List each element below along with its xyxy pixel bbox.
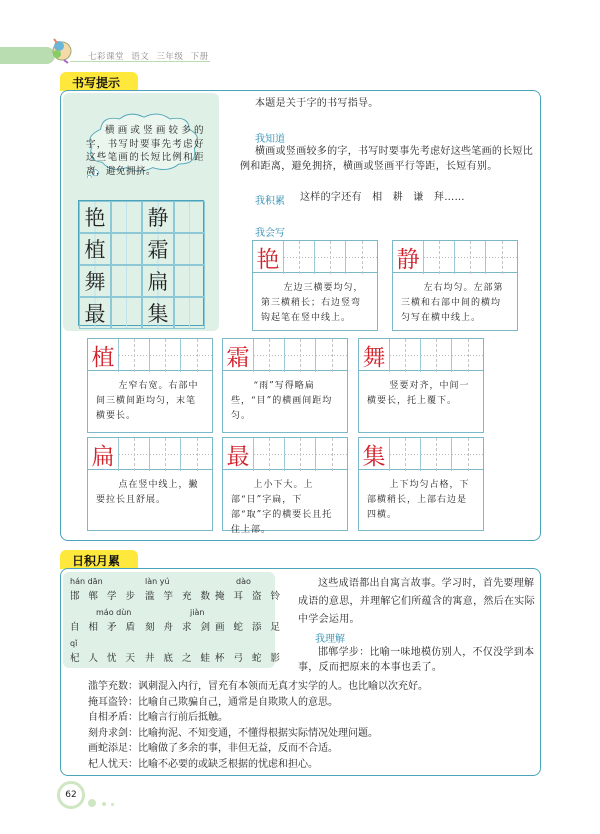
grid-cell <box>424 241 455 274</box>
accumulate-label: 我积累 <box>255 196 285 207</box>
decor-dot <box>88 799 96 807</box>
grid-cell <box>111 265 142 297</box>
mascot-icon <box>48 36 74 64</box>
decor-dot <box>102 802 106 806</box>
definition-list <box>88 679 528 772</box>
writing-card <box>222 437 348 535</box>
idiom: 杞 人 忧 天 <box>70 653 139 664</box>
writing-tip: 左窄右宽。右部中间三横间距均匀，末笔横要长。 <box>96 381 199 421</box>
write-label: 我会写 <box>255 228 285 239</box>
model-char: 扁 <box>88 438 119 471</box>
writing-grid <box>223 438 347 470</box>
definition: 画蛇添足：比喻做了多余的事，非但无益，反而不合适。 <box>88 743 338 754</box>
writing-tip: 左边三横要均匀，第三横稍长；右边竖弯钩起笔在竖中线上。 <box>261 283 364 323</box>
pinyin: làn yú <box>145 577 170 586</box>
writing-grid <box>393 241 517 273</box>
writing-grid <box>88 339 212 371</box>
model-char: 舞 <box>359 339 390 372</box>
grid-cell <box>174 265 205 297</box>
grid-char: 艳 <box>79 201 111 233</box>
grid-cell <box>254 438 285 471</box>
grid-cell <box>390 438 421 471</box>
model-char: 植 <box>88 339 119 372</box>
grid-cell <box>452 339 483 372</box>
writing-card <box>392 240 518 331</box>
grid-cell <box>421 438 452 471</box>
grid-cell <box>421 339 452 372</box>
grid-cell <box>452 438 483 471</box>
pinyin: jiàn <box>190 608 205 617</box>
definition: 刻舟求剑：比喻拘泥、不知变通，不懂得根据实际情况处理问题。 <box>88 727 378 739</box>
decor-dot <box>111 803 114 806</box>
writing-grid <box>359 339 483 371</box>
header-band <box>0 47 55 64</box>
writing-tip: 上下均匀占格，下部横稍长，上部右边是四横。 <box>367 480 470 520</box>
model-char: 艳 <box>253 241 284 274</box>
writing-card <box>358 437 484 531</box>
grid-cell <box>315 241 346 274</box>
writing-tip: 点在竖中线上，撇要拉长且舒展。 <box>96 480 199 505</box>
accumulate-text: 这样的字还有 相 耕 谦 拜…… <box>300 192 465 203</box>
definition: 自相矛盾：比喻言行前后抵触。 <box>88 712 228 723</box>
grid-cell <box>455 241 486 274</box>
pinyin: qǐ <box>70 639 78 648</box>
grid-cell <box>181 438 212 471</box>
writing-card <box>358 338 484 433</box>
cloud-text: 横画或竖画较多的字，书写时要事先考虑好这些笔画的长短比例和距离，避免拥挤。 <box>86 125 204 177</box>
grid-cell <box>119 339 150 372</box>
grid-cell <box>111 297 142 329</box>
idiom: 画 蛇 添 足 <box>215 622 284 633</box>
idiom-intro: 这些成语都出自寓言故事。学习时，首先要理解成语的意思，并理解它们所蕴含的寓意，然后在实际中学会运用。 <box>298 578 535 625</box>
grid-char: 植 <box>79 233 111 265</box>
writing-grid <box>88 438 212 470</box>
writing-tip: “雨”写得略扁些，“目”的横画间距均匀。 <box>231 381 333 421</box>
page-number: 62 <box>57 781 85 809</box>
pinyin: hán dān <box>70 577 103 586</box>
grid-char: 扁 <box>142 265 174 297</box>
writing-card <box>252 240 378 331</box>
model-char: 集 <box>359 438 390 471</box>
grid-char: 最 <box>79 297 111 329</box>
intro-text: 本题是关于字的书写指导。 <box>255 98 379 109</box>
grid-cell <box>119 438 150 471</box>
section-tab-writing-tips: 书写提示 <box>60 72 138 91</box>
writing-tip: 上小下大。上部“日”字扁，下部“取”字的横要长且托住上部。 <box>231 480 333 535</box>
writing-tip: 左右均匀。左部第三横和右部中间的横均匀写在横中线上。 <box>401 283 504 323</box>
writing-tip: 竖要对齐，中间一横要长，托上覆下。 <box>367 381 470 406</box>
grid-char: 霜 <box>142 233 174 265</box>
grid-cell <box>285 438 316 471</box>
idiom: 邯 郸 学 步 <box>70 591 139 602</box>
grid-cell <box>346 241 377 274</box>
idiom: 井 底 之 蛙 <box>145 653 214 664</box>
writing-card <box>87 338 213 433</box>
model-char: 最 <box>223 438 254 471</box>
pinyin: dào <box>236 577 251 586</box>
writing-card <box>87 437 213 531</box>
idiom: 杯 弓 蛇 影 <box>215 653 284 664</box>
grid-char: 静 <box>142 201 174 233</box>
grid-cell <box>174 201 205 233</box>
first-definition: 邯郸学步：比喻一味地模仿别人，不仅没学到本事，反而把原来的本事也丢了。 <box>298 647 535 673</box>
book-title: 七彩课堂 语文 三年级 下册 <box>88 52 209 62</box>
writing-grid <box>253 241 377 273</box>
definition: 掩耳盗铃：比喻自己欺骗自己，通常是自欺欺人的意思。 <box>88 696 338 708</box>
grid-cell <box>150 339 181 372</box>
idiom: 刻 舟 求 剑 <box>145 622 214 633</box>
grid-cell <box>285 339 316 372</box>
grid-cell <box>390 339 421 372</box>
know-label: 我知道 <box>255 134 285 145</box>
idiom: 自 相 矛 盾 <box>70 622 139 633</box>
grid-cell <box>174 233 205 265</box>
idiom: 掩 耳 盗 铃 <box>215 591 284 602</box>
grid-cell <box>316 339 347 372</box>
understand-label: 我理解 <box>315 634 345 645</box>
pinyin: máo dùn <box>96 608 132 617</box>
definition: 杞人忧天：比喻不必要的或缺乏根据的忧虑和担心。 <box>88 758 318 770</box>
know-text: 横画或竖画较多的字，书写时要事先考虑好这些笔画的长短比例和距离，避免拥挤，横画或竖画平行等距，长短有别。 <box>240 146 534 172</box>
definition: 滥竽充数：讽刺混入内行，冒充有本领而无真才实学的人。也比喻以次充好。 <box>88 681 428 692</box>
model-char: 静 <box>393 241 424 274</box>
grid-cell <box>111 233 142 265</box>
grid-cell <box>254 339 285 372</box>
grid-cell <box>174 297 205 329</box>
grid-char: 舞 <box>79 265 111 297</box>
grid-cell <box>150 438 181 471</box>
grid-char: 集 <box>142 297 174 329</box>
writing-grid <box>223 339 347 371</box>
grid-cell <box>181 339 212 372</box>
grid-cell <box>486 241 517 274</box>
writing-grid <box>359 438 483 470</box>
model-char: 霜 <box>223 339 254 372</box>
grid-cell <box>111 201 142 233</box>
grid-cell <box>284 241 315 274</box>
grid-cell <box>316 438 347 471</box>
section-tab-daily-accumulation: 日积月累 <box>60 550 138 569</box>
practice-grid <box>78 200 204 326</box>
writing-card <box>222 338 348 433</box>
idiom: 滥 竽 充 数 <box>145 591 214 602</box>
